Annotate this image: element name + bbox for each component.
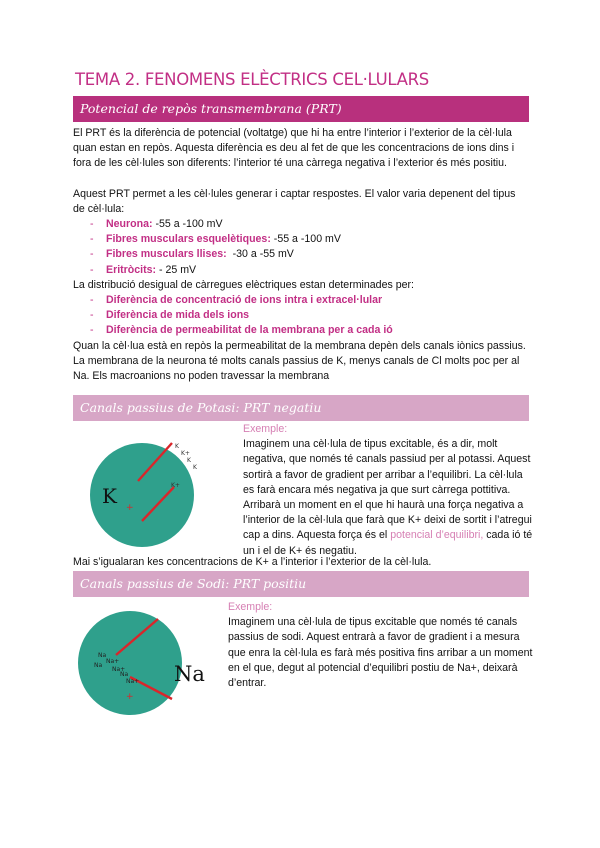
example-label: Exemple: (228, 601, 273, 613)
highlight: potencial d’equilibri, (390, 529, 484, 542)
potassium-note: Mai s’igualaran kes concentracions de K+ a l’interior i l’exterior de la cèl·lula. (73, 556, 432, 568)
paragraph: La distribució desigual de càrregues elèctriques estan determinades per: (73, 278, 414, 291)
paragraph: El PRT és la diferència de potencial (voltatge) que hi ha entre l’interior i l’exterior de la cèl·lula quan estan en repòs. Aquesta diferència es deu al fet de que les concentracions de ions dins i fora de les cèl·lules son diferents: l’interior té una càrrega negativa i l’exterior és més positiu. (73, 127, 515, 170)
example-label: Exemple: (243, 423, 288, 435)
cell-type-list (73, 217, 529, 278)
potassium-example (243, 422, 533, 559)
ion-label: K (175, 443, 179, 450)
section-heading-sodium: Canals passius de Sodi: PRT positiu (73, 571, 529, 597)
list-item: - Fibres musculars llises: -30 a -55 mV (73, 247, 529, 262)
list-item: - Diferència de mida dels ions (73, 308, 529, 323)
charge-sign: + (126, 692, 134, 702)
ion-label: Na (120, 671, 129, 678)
ion-label: K (193, 464, 197, 471)
example-text: Imaginem una cèl·lula de tipus excitable que només té canals passius de sodi. Aquest entrarà a favor de gradient i a mesura que enra la cèl·lula es farà més positiva fins arribar a un moment en el que, degut al potencial d’equilibri postiu de Na+, deixarà d’entrar. (228, 616, 533, 690)
list-item: - Neurona: -55 a -100 mV (73, 217, 529, 232)
ion-label: K (187, 457, 191, 464)
ion-label: Na (98, 652, 107, 659)
paragraph: Quan la cèl·lua està en repòs la permeabilitat de la membrana depèn dels canals iònics passius. La membrana de la neurona té molts canals passius de K, menys canals de Cl molts poc per al Na. Els macroanions no poden travessar la membrana (73, 339, 526, 383)
example-text: Imaginem una cèl·lula de tipus excitable, és a dir, molt negativa, que només té canals passiud per al potassi. Aquest sortirà a favor de gradient per arribar a l’equilibri. La cèl·lula es farà encara més negativa ja que surt càrrega pottitiva. Arribarà un moment en el que hi haurà una força negativa a l’interior de la cèl·lula que farà que K+ deixi de sortit i l’atregui cap a dins. Aquesta força és el potencial d’equilibri, cada ió té un i el de K+ és negatiu. (243, 438, 533, 557)
cell-label: K (102, 484, 117, 508)
section-prt-body (73, 126, 529, 384)
ion-label: Na+ (112, 666, 126, 673)
list-item: - Eritròcits: - 25 mV (73, 263, 529, 278)
paragraph: Aquest PRT permet a les cèl·lules generar i captar respostes. El valor varia depenent del tipus de cèl·lula: (73, 187, 516, 215)
ion-label: K+ (181, 450, 190, 457)
sodium-cell-figure (70, 605, 240, 715)
ion-label: K+ (171, 482, 180, 489)
charge-sign: + (126, 503, 134, 513)
potassium-cell-figure (70, 425, 240, 555)
sodium-label: Na (174, 662, 205, 686)
spacer (73, 172, 529, 187)
list-item: - Diferència de permeabilitat de la membrana per a cada ió (73, 323, 529, 338)
list-item: - Diferència de concentració de ions intra i extracel·lular (73, 293, 529, 308)
ion-label: Na+ (106, 658, 120, 665)
ion-label: Na (94, 662, 103, 669)
sodium-example (228, 600, 533, 691)
list-item: - Fibres musculars esquelètiques: -55 a -100 mV (73, 232, 529, 247)
factor-list (73, 293, 529, 339)
page-title: TEMA 2. FENOMENS ELÈCTRICS CEL·LULARS (75, 70, 429, 89)
section-heading-potassium: Canals passius de Potasi: PRT negatiu (73, 395, 529, 421)
section-heading-prt: Potencial de repòs transmembrana (PRT) (73, 96, 529, 122)
ion-label: Na+ (126, 678, 140, 685)
